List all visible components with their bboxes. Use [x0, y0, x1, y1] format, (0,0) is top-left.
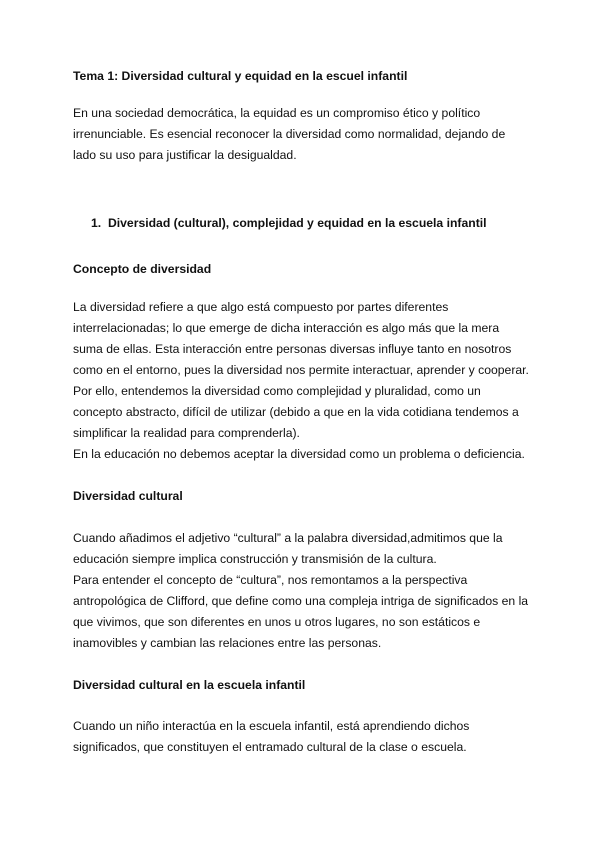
- paragraph-line: Cuando añadimos el adjetivo “cultural” a la palabra diversidad,admitimos que la: [73, 531, 503, 545]
- paragraph-line: En una sociedad democrática, la equidad es un compromiso ético y político: [73, 106, 481, 120]
- paragraph-line: En la educación no debemos aceptar la diversidad como un problema o deficiencia.: [73, 447, 525, 461]
- section-number: 1.: [91, 216, 102, 230]
- paragraph-line: educación siempre implica construcción y transmisión de la cultura.: [73, 552, 437, 566]
- paragraph-line: Para entender el concepto de “cultura”, nos remontamos a la perspectiva: [73, 573, 468, 587]
- document-title: Tema 1: Diversidad cultural y equidad en la escuel infantil: [73, 69, 408, 83]
- paragraph-line: como en el entorno, pues la diversidad nos permite interactuar, aprender y cooperar.: [73, 363, 529, 377]
- subheading-diversidad-cultural: Diversidad cultural: [73, 489, 183, 503]
- paragraph-line: inamovibles y cambian las relaciones entre las personas.: [73, 636, 382, 650]
- subheading-concepto: Concepto de diversidad: [73, 262, 212, 276]
- paragraph-line: La diversidad refiere a que algo está compuesto por partes diferentes: [73, 300, 449, 314]
- concepto-paragraph: [73, 297, 533, 465]
- section-heading: [91, 213, 561, 234]
- escuela-paragraph: [73, 716, 533, 758]
- paragraph-line: concepto abstracto, difícil de utilizar (debido a que en la vida cotidiana tendemos a: [73, 405, 519, 419]
- paragraph-line: interrelacionadas; lo que emerge de dicha interacción es algo más que la mera: [73, 321, 500, 335]
- intro-paragraph: [73, 103, 533, 166]
- paragraph-line: irrenunciable. Es esencial reconocer la diversidad como normalidad, dejando de: [73, 127, 506, 141]
- paragraph-line: que vivimos, que son diferentes en unos u otros lugares, no son estáticos e: [73, 615, 481, 629]
- paragraph-line: Cuando un niño interactúa en la escuela infantil, está aprendiendo dichos: [73, 719, 470, 733]
- paragraph-line: antropológica de Clifford, que define como una compleja intriga de significados en la: [73, 594, 529, 608]
- paragraph-line: suma de ellas. Esta interacción entre personas diversas influye tanto en nosotros: [73, 342, 512, 356]
- paragraph-line: Por ello, entendemos la diversidad como complejidad y pluralidad, como un: [73, 384, 481, 398]
- subheading-escuela-infantil: Diversidad cultural en la escuela infantil: [73, 678, 306, 692]
- paragraph-line: simplificar la realidad para comprenderla).: [73, 426, 300, 440]
- section-title: Diversidad (cultural), complejidad y equidad en la escuela infantil: [107, 216, 487, 230]
- paragraph-line: lado su uso para justificar la desigualdad.: [73, 148, 297, 162]
- paragraph-line: significados, que constituyen el entramado cultural de la clase o escuela.: [73, 740, 467, 754]
- cultural-paragraph: [73, 528, 533, 654]
